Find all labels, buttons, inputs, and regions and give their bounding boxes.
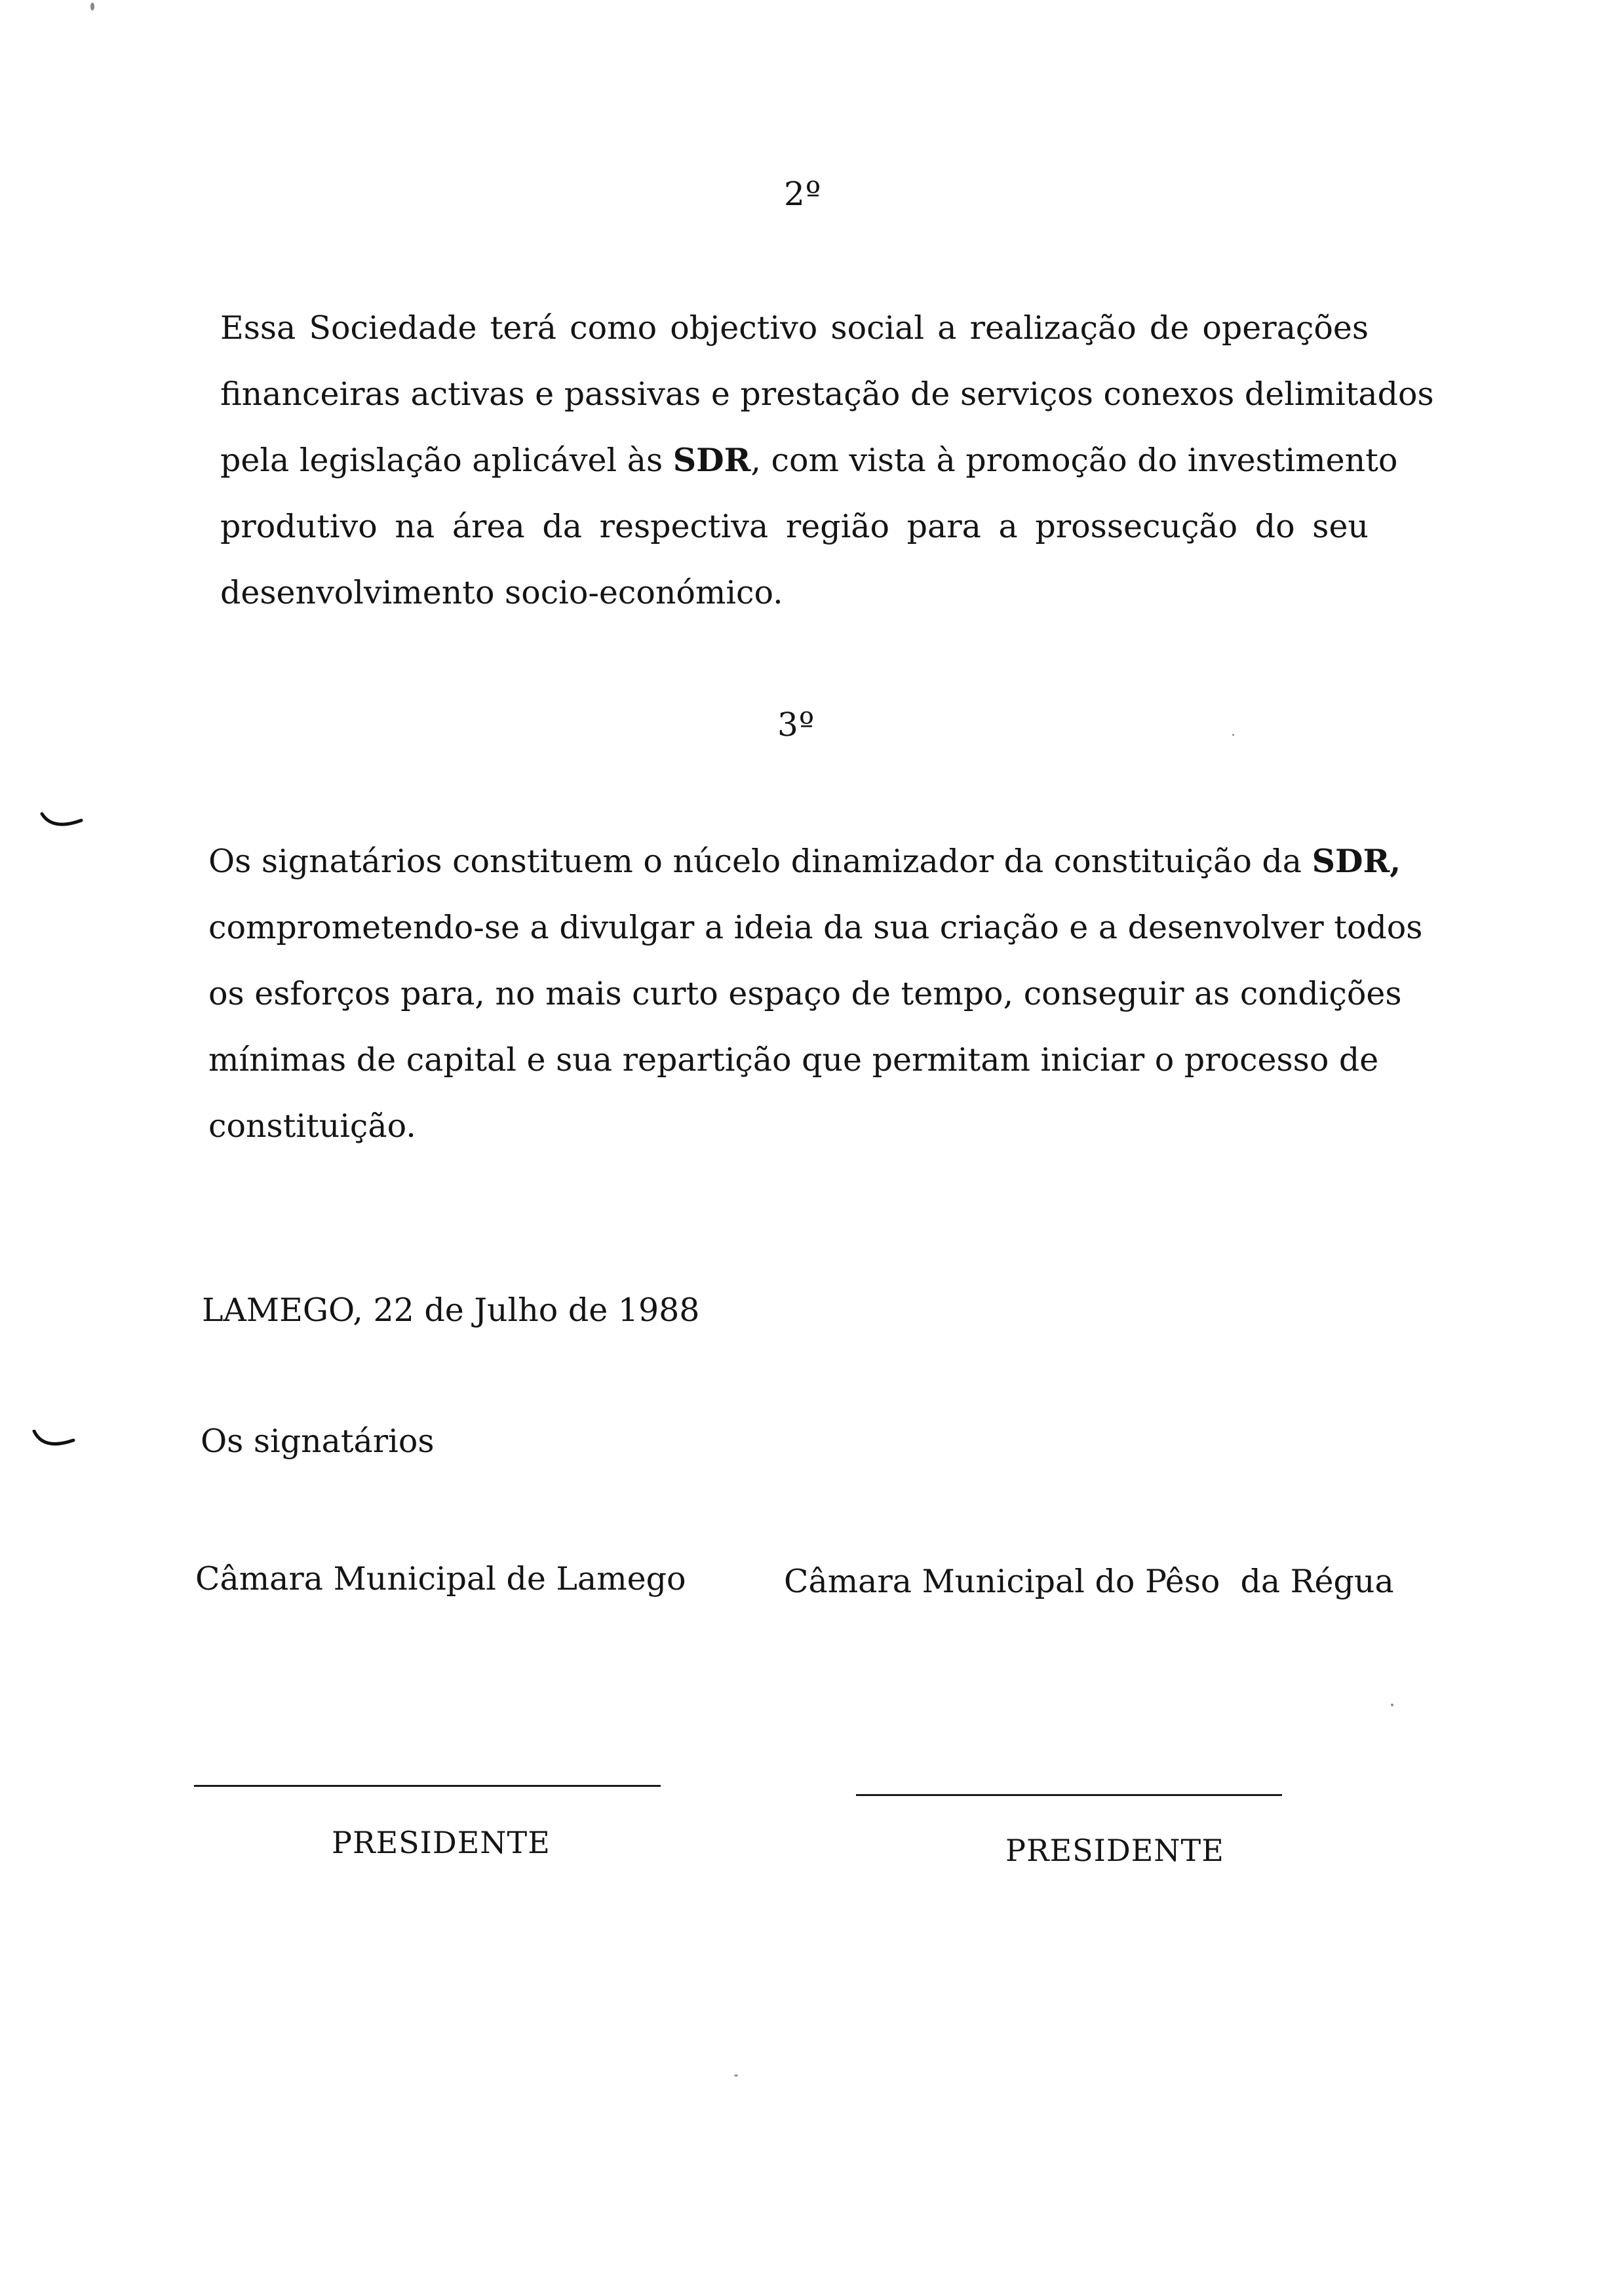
paragraph-line <box>208 961 1402 1027</box>
section-3-paragraph <box>208 828 1423 1159</box>
paragraph-line <box>208 828 1401 894</box>
text-segment: , com vista à promoção do investimento <box>750 442 1398 479</box>
paragraph-line <box>220 295 1369 361</box>
text-segment: constituição. <box>208 1107 416 1145</box>
signatory-institution-regua: Câmara Municipal do Pêso da Régua <box>784 1563 1394 1600</box>
paragraph-line <box>220 361 1434 427</box>
signature-line-lamego <box>194 1785 661 1787</box>
section-3-number: 3º <box>777 706 815 744</box>
signature-line-regua <box>856 1794 1282 1796</box>
scan-speck <box>1391 1704 1393 1706</box>
signatories-label: Os signatários <box>201 1423 435 1460</box>
text-segment: comprometendo-se a divulgar a ideia da sua criação e a desenvolver todos <box>208 909 1423 946</box>
margin-mark-icon <box>39 811 85 831</box>
section-2-number: 2º <box>784 175 822 213</box>
signatory-institution-lamego: Câmara Municipal de Lamego <box>195 1560 686 1598</box>
paragraph-line <box>220 560 1369 626</box>
text-segment: financeiras activas e passivas e prestação de serviços conexos delimitados <box>220 375 1434 413</box>
paragraph-line <box>208 1093 1361 1159</box>
text-segment: produtivo na área da respectiva região para a prossecução do seu <box>220 508 1369 545</box>
scan-speck <box>1232 734 1234 736</box>
text-segment: pela legislação aplicável às <box>220 442 673 479</box>
margin-mark-icon <box>31 1430 77 1449</box>
scan-speck <box>90 3 94 10</box>
section-2-paragraph <box>220 295 1434 626</box>
text-segment: desenvolvimento socio-económico. <box>220 574 783 611</box>
text-segment: mínimas de capital e sua repartição que permitam iniciar o processo de <box>208 1041 1379 1079</box>
paragraph-line <box>220 493 1369 560</box>
text-segment: Essa Sociedade terá como objectivo social a realização de operações <box>220 309 1369 347</box>
bold-abbreviation: SDR, <box>1312 842 1401 880</box>
president-label-lamego: PRESIDENTE <box>332 1825 551 1860</box>
paragraph-line <box>208 894 1423 961</box>
president-label-regua: PRESIDENTE <box>1005 1833 1224 1868</box>
text-segment: Os signatários constituem o núcelo dinamizador da constituição da <box>208 843 1312 880</box>
scan-speck <box>734 2075 738 2076</box>
place-date: LAMEGO, 22 de Julho de 1988 <box>202 1292 700 1329</box>
text-segment: os esforços para, no mais curto espaço de tempo, conseguir as condições <box>208 975 1402 1012</box>
paragraph-line <box>220 427 1398 493</box>
paragraph-line <box>208 1027 1379 1093</box>
bold-abbreviation: SDR <box>672 441 751 479</box>
